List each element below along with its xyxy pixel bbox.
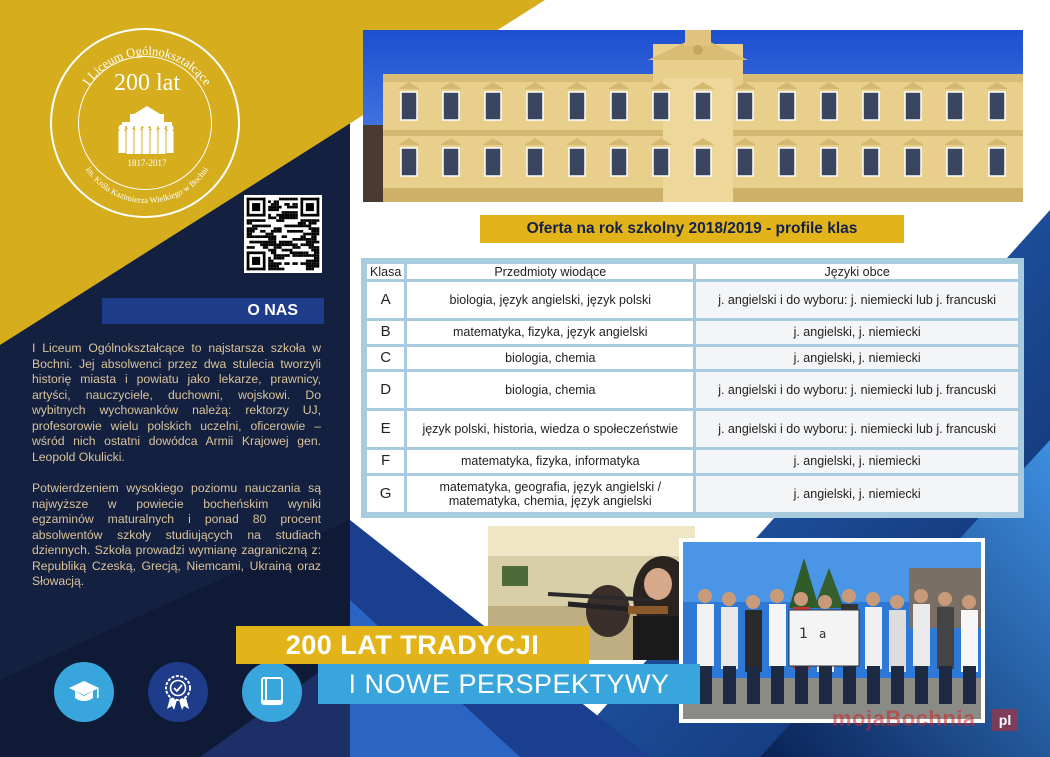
leading-subjects: matematyka, fizyka, informatyka (407, 450, 693, 472)
graduation-cap-icon (54, 662, 114, 722)
person-legs (771, 666, 784, 704)
class-letter: A (367, 282, 404, 318)
seal-range: 1817-2017 (127, 158, 167, 168)
header-jezyki: Języki obce (696, 264, 1018, 279)
person-legs (867, 666, 880, 704)
table-row (367, 282, 1018, 318)
table-row (367, 411, 1018, 447)
class-profiles-table (361, 258, 1024, 518)
person-legs (963, 666, 976, 704)
person-head (794, 592, 808, 606)
header-przedmioty: Przedmioty wiodące (407, 264, 693, 279)
person-legs (939, 666, 952, 704)
building-window (779, 92, 795, 120)
building-window (485, 92, 501, 120)
students-group-photo (679, 538, 985, 723)
school-building-photo (363, 30, 1023, 202)
watermark-logo (832, 706, 1032, 742)
person-head (842, 589, 856, 603)
about-heading: O NAS (102, 298, 324, 324)
building-window (443, 148, 459, 176)
person-head (770, 589, 784, 603)
svg-text:1: 1 (799, 626, 808, 642)
person-body (889, 610, 906, 672)
person-head (746, 595, 760, 609)
building-window (905, 148, 921, 176)
building-window (989, 92, 1005, 120)
leading-subjects: matematyka, fizyka, język angielski (407, 321, 693, 343)
person-legs (795, 666, 808, 704)
school-seal-logo (50, 28, 240, 218)
person-legs (747, 666, 760, 704)
svg-text:im. Króla Kazimierza Wielkiego: im. Króla Kazimierza Wielkiego w Bochni (83, 164, 211, 206)
leading-subjects: biologia, chemia (407, 372, 693, 408)
person-head (818, 595, 832, 609)
award-badge-icon (148, 662, 208, 722)
building-window (485, 148, 501, 176)
building-window (695, 148, 711, 176)
foreign-languages: j. angielski i do wyboru: j. niemiecki lub j. francuski (696, 411, 1018, 447)
about-paragraph: Potwierdzeniem wysokiego poziomu nauczania są najwyższe w powiecie bocheńskim wyniki egzaminów maturalnych i ponad 80 procent absolwentów szkoły studiujących na studiach dziennych. Szkoła prowadzi wymianę zagraniczną z: Republiką Czeską, Grecją, Niemcami, Ukrainą oraz Słowacją. (32, 481, 321, 588)
person-head (698, 589, 712, 603)
person-head (722, 592, 736, 606)
person-body (937, 607, 954, 669)
person-body (913, 604, 930, 666)
foreign-languages: j. angielski i do wyboru: j. niemiecki lub j. francuski (696, 282, 1018, 318)
seal-arc-text (52, 30, 242, 220)
header-klasa: Klasa (367, 264, 404, 279)
person-body (865, 607, 882, 669)
about-paragraph: I Liceum Ogólnokształcące to najstarsza szkoła w Bochni. Jej absolwenci przez dwa stulecia tworzyli historię miasta i powiatu jako lekarze, prawnicy, artyści, nauczyciele, duchowni, wojskowi. Do wybitnych wychowanków należą: rektorzy UJ, profesorowie wielu polskich uczelni, oficerowie – wśród nich ostatni dowódca Armii Krajowej gen. Leopold Okulicki. (32, 341, 321, 464)
tagline-perspectives: I NOWE PERSPEKTYWY (318, 664, 700, 704)
class-letter: D (367, 372, 404, 408)
building-window (653, 148, 669, 176)
person-head (962, 595, 976, 609)
offer-title: Oferta na rok szkolny 2018/2019 - profile klas (480, 215, 904, 243)
person-body (769, 604, 786, 666)
table-header-row (367, 264, 1018, 279)
building-window (947, 92, 963, 120)
leading-subjects: biologia, chemia (407, 347, 693, 369)
leading-subjects: matematyka, geografia, język angielski / matematyka, chemia, język angielski (407, 476, 693, 512)
person-legs (723, 666, 736, 704)
foreign-languages: j. angielski, j. niemiecki (696, 347, 1018, 369)
tagline-tradition: 200 LAT TRADYCJI (236, 626, 589, 664)
building-window (569, 148, 585, 176)
building-window (527, 148, 543, 176)
person-body (721, 607, 738, 669)
building-window (863, 148, 879, 176)
class-letter: B (367, 321, 404, 343)
about-text (32, 341, 321, 606)
class-letter: E (367, 411, 404, 447)
person-body (745, 610, 762, 672)
person-legs (699, 666, 712, 704)
person-legs (915, 666, 928, 704)
building-window (443, 92, 459, 120)
person-head (914, 589, 928, 603)
building-window (401, 148, 417, 176)
table-row (367, 450, 1018, 472)
building-window (737, 92, 753, 120)
building-window (569, 92, 585, 120)
leading-subjects: biologia, język angielski, język polski (407, 282, 693, 318)
class-letter: C (367, 347, 404, 369)
building-window (863, 92, 879, 120)
foreign-languages: j. angielski, j. niemiecki (696, 321, 1018, 343)
building-window (653, 92, 669, 120)
table-row (367, 372, 1018, 408)
class-letter: G (367, 476, 404, 512)
foreign-languages: j. angielski i do wyboru: j. niemiecki lub j. francuski (696, 372, 1018, 408)
table-row (367, 321, 1018, 343)
leading-subjects: język polski, historia, wiedza o społeczeństwie (407, 411, 693, 447)
person-legs (843, 666, 856, 704)
building-window (779, 148, 795, 176)
building-window (821, 148, 837, 176)
class-letter: F (367, 450, 404, 472)
person-body (961, 610, 978, 672)
person-body (697, 604, 714, 666)
foreign-languages: j. angielski, j. niemiecki (696, 476, 1018, 512)
person-head (866, 592, 880, 606)
building-window (989, 148, 1005, 176)
table-row (367, 476, 1018, 512)
book-icon (242, 662, 302, 722)
building-window (611, 148, 627, 176)
building-window (611, 92, 627, 120)
building-window (737, 148, 753, 176)
qr-code[interactable] (244, 195, 322, 273)
seal-years: 200 lat (114, 70, 180, 96)
person-head (938, 592, 952, 606)
watermark-badge: pl (992, 709, 1018, 731)
watermark-text: mojaBochnia (832, 706, 976, 731)
svg-text:a: a (819, 627, 827, 641)
building-window (905, 92, 921, 120)
person-legs (891, 666, 904, 704)
foreign-languages: j. angielski, j. niemiecki (696, 450, 1018, 472)
person-legs (819, 666, 832, 704)
building-window (821, 92, 837, 120)
svg-text:I Liceum Ogólnokształcące: I Liceum Ogólnokształcące (79, 43, 215, 89)
person-head (890, 595, 904, 609)
building-window (401, 92, 417, 120)
table-row (367, 347, 1018, 369)
building-window (695, 92, 711, 120)
building-window (527, 92, 543, 120)
building-window (947, 148, 963, 176)
